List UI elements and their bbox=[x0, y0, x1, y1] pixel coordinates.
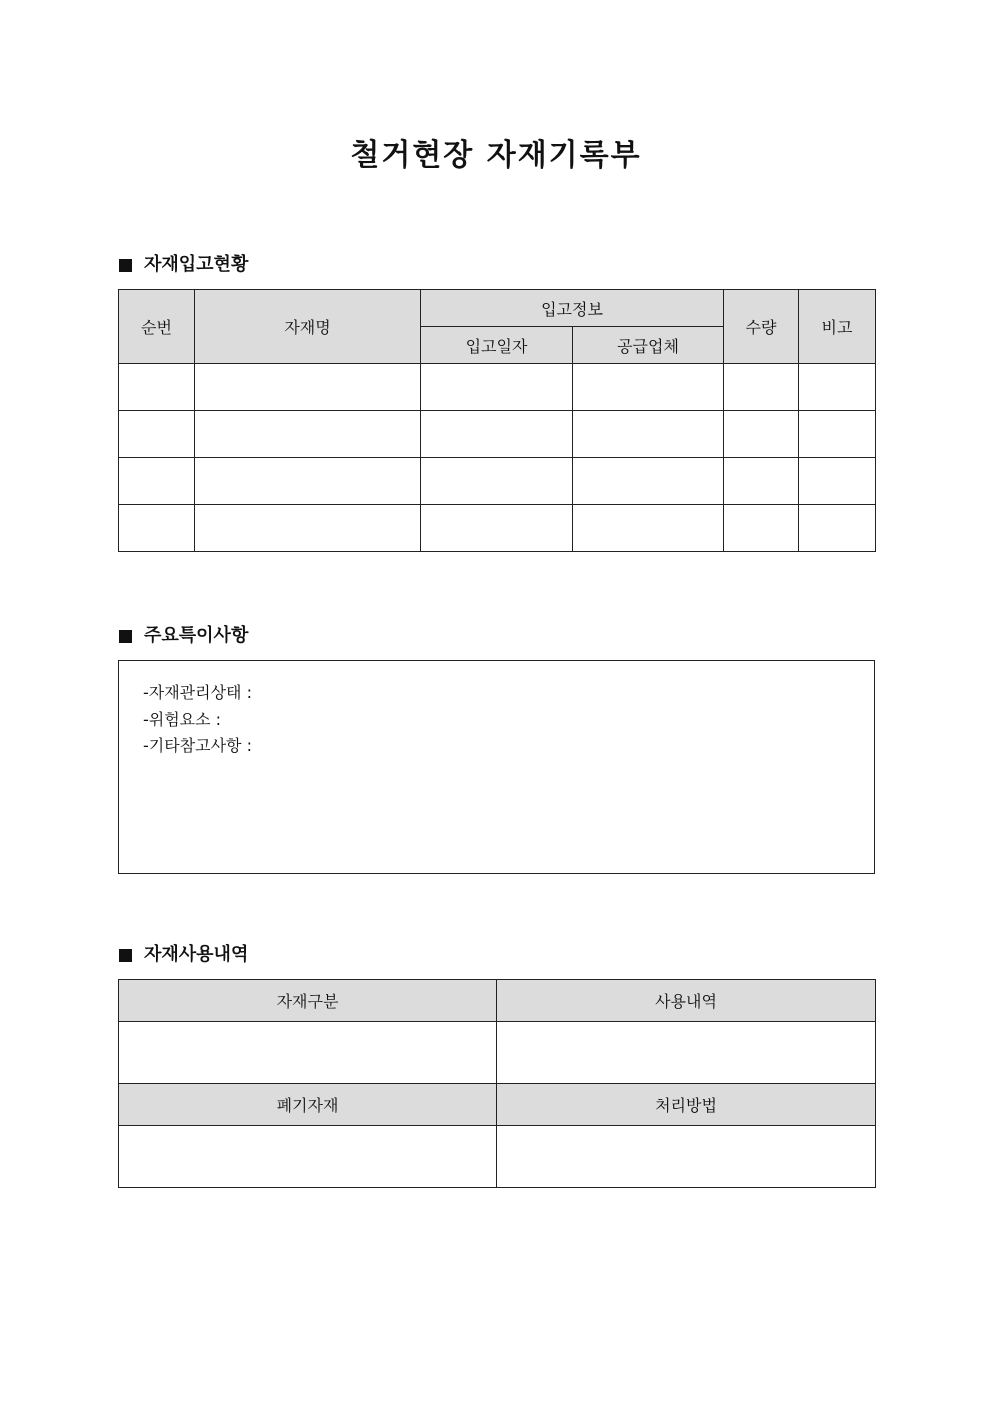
section-heading-usage-label: 자재사용내역 bbox=[144, 944, 249, 965]
notes-lines bbox=[143, 680, 252, 760]
cell-usage-details[interactable] bbox=[497, 1022, 876, 1084]
document-title: 철거현장 자재기록부 bbox=[350, 138, 642, 173]
cell-supplier[interactable] bbox=[573, 505, 724, 552]
cell-seq[interactable] bbox=[119, 364, 195, 411]
col-header-waste-material: 폐기자재 bbox=[119, 1084, 497, 1126]
section-heading-receipt bbox=[119, 253, 248, 277]
usage-table bbox=[118, 979, 876, 1188]
cell-material-name[interactable] bbox=[195, 411, 421, 458]
table-row bbox=[119, 505, 876, 552]
cell-material-category[interactable] bbox=[119, 1022, 497, 1084]
cell-material-name[interactable] bbox=[195, 458, 421, 505]
cell-receipt-date[interactable] bbox=[421, 505, 573, 552]
cell-supplier[interactable] bbox=[573, 458, 724, 505]
col-header-material-name: 자재명 bbox=[195, 290, 421, 364]
note-material-condition: -자재관리상태 : bbox=[143, 683, 252, 702]
cell-supplier[interactable] bbox=[573, 411, 724, 458]
cell-remarks[interactable] bbox=[799, 364, 876, 411]
cell-waste-material[interactable] bbox=[119, 1126, 497, 1188]
section-heading-receipt-label: 자재입고현황 bbox=[144, 254, 249, 275]
black-square-icon bbox=[119, 630, 132, 643]
cell-quantity[interactable] bbox=[724, 411, 799, 458]
table-row bbox=[119, 1022, 876, 1084]
section-heading-usage bbox=[119, 943, 248, 967]
table-row bbox=[119, 458, 876, 505]
black-square-icon bbox=[119, 259, 132, 272]
col-header-remarks: 비고 bbox=[799, 290, 876, 364]
cell-seq[interactable] bbox=[119, 411, 195, 458]
cell-remarks[interactable] bbox=[799, 458, 876, 505]
cell-remarks[interactable] bbox=[799, 411, 876, 458]
cell-seq[interactable] bbox=[119, 505, 195, 552]
cell-remarks[interactable] bbox=[799, 505, 876, 552]
table-row bbox=[119, 1126, 876, 1188]
cell-receipt-date[interactable] bbox=[421, 364, 573, 411]
col-header-receipt-info: 입고정보 bbox=[421, 290, 724, 327]
col-header-usage-details: 사용내역 bbox=[497, 980, 876, 1022]
cell-quantity[interactable] bbox=[724, 505, 799, 552]
black-square-icon bbox=[119, 949, 132, 962]
cell-material-name[interactable] bbox=[195, 364, 421, 411]
receipt-table bbox=[118, 289, 876, 552]
col-header-material-category: 자재구분 bbox=[119, 980, 497, 1022]
col-header-quantity: 수량 bbox=[724, 290, 799, 364]
col-header-supplier: 공급업체 bbox=[573, 327, 724, 364]
note-hazards: -위험요소 : bbox=[143, 709, 222, 729]
cell-seq[interactable] bbox=[119, 458, 195, 505]
col-header-disposal-method: 처리방법 bbox=[497, 1084, 876, 1126]
col-header-receipt-date: 입고일자 bbox=[421, 327, 573, 364]
cell-quantity[interactable] bbox=[724, 364, 799, 411]
cell-material-name[interactable] bbox=[195, 505, 421, 552]
col-header-seq: 순번 bbox=[119, 290, 195, 364]
note-other-references: -기타참고사항 : bbox=[143, 736, 252, 755]
cell-supplier[interactable] bbox=[573, 364, 724, 411]
cell-disposal-method[interactable] bbox=[497, 1126, 876, 1188]
cell-quantity[interactable] bbox=[724, 458, 799, 505]
section-heading-notes-label: 주요특이사항 bbox=[144, 625, 249, 646]
cell-receipt-date[interactable] bbox=[421, 458, 573, 505]
table-row bbox=[119, 411, 876, 458]
cell-receipt-date[interactable] bbox=[421, 411, 573, 458]
table-row bbox=[119, 364, 876, 411]
section-heading-notes bbox=[119, 624, 248, 648]
